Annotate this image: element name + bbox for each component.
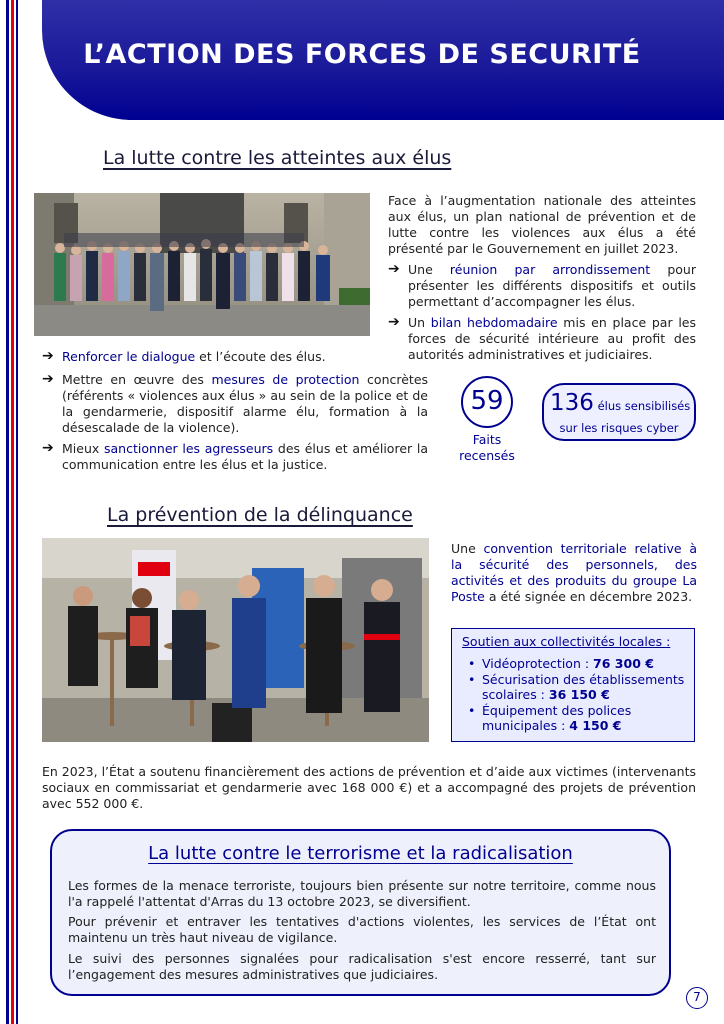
bullet-protection	[42, 372, 428, 436]
photo-group-elus	[34, 193, 370, 336]
stat-59-label: Faits recensés	[459, 432, 515, 463]
stat-59-value: 59	[470, 386, 504, 417]
intro-paragraph: Face à l’augmentation nationale des atteintes aux élus, un plan national de prévention et de lutte contre les violences aux élus a été présenté par le Gouvernement en juillet 2023.	[388, 193, 696, 256]
bullet-reunion	[388, 262, 696, 310]
flag-stripe-blue	[6, 0, 9, 1024]
list-item: • Vidéoprotection : 76 300 €	[468, 656, 654, 671]
convention-paragraph: Une convention territoriale relative à la sécurité des personnels, des activités et des produits du groupe La Poste a été signée en décembre 2023.	[451, 541, 697, 604]
bullet-text: Renforcer le dialogue et l’écoute des élus.	[62, 349, 326, 364]
page-number: 7	[686, 987, 708, 1009]
flag-stripe-red	[11, 0, 14, 1024]
stat-59-circle	[461, 376, 513, 428]
bullet-bilan	[388, 315, 696, 363]
arrow-right-icon: ➔	[42, 371, 54, 387]
bullet-text: Mettre en œuvre des mesures de protection concrètes (référents « violences aux élus » au sein de la police et de la gendarmerie, dispositif alarme élu, formation à la désescalade de la violence).	[62, 372, 429, 435]
stat-136-line1: 136 élus sensibilisés	[550, 390, 691, 416]
terrorisme-paragraph-2: Pour prévenir et entraver les tentatives d'actions violentes, les services de l’État ont maintenu un très haut niveau de vigilance.	[68, 914, 656, 945]
soutien-box-title: Soutien aux collectivités locales :	[462, 634, 671, 649]
bullet-sanctionner	[42, 441, 428, 473]
section-title-terrorisme: La lutte contre le terrorisme et la radicalisation	[148, 843, 573, 864]
financement-paragraph: En 2023, l’État a soutenu financièrement des actions de prévention et d’aide aux victimes (intervenants sociaux en commissariat et gendarmerie avec 168 000 €) et a accompagné des projets de prévention avec 552 000 €.	[42, 764, 696, 811]
photo-signature-convention	[42, 538, 429, 742]
bullet-dialogue	[42, 349, 428, 365]
arrow-right-icon: ➔	[388, 314, 400, 330]
flag-stripe-blue-2	[16, 0, 18, 1024]
page-title: L’ACTION DES FORCES DE SECURITÉ	[83, 39, 641, 70]
stat-136-pill	[542, 383, 696, 441]
soutien-collectivites-box	[451, 628, 695, 742]
arrow-right-icon: ➔	[388, 261, 400, 277]
soutien-list	[468, 656, 694, 734]
bullet-text: Un bilan hebdomadaire mis en place par les forces de sécurité intérieure au profit des autorités administratives et judiciaires.	[408, 315, 696, 362]
stat-136-line2: sur les risques cyber	[559, 421, 679, 435]
terrorisme-paragraph-3: Le suivi des personnes signalées pour radicalisation s'est encore resserré, tant sur l’engagement des mesures administratives que judiciaires.	[68, 951, 656, 982]
terrorisme-paragraph-1: Les formes de la menace terroriste, toujours bien présente sur notre territoire, comme nous l'a rappelé l'attentat d'Arras du 13 octobre 2023, se diversifient.	[68, 878, 656, 909]
section-title-prevention: La prévention de la délinquance	[107, 504, 413, 526]
arrow-right-icon: ➔	[42, 440, 54, 456]
bullet-text: Une réunion par arrondissement pour présenter les différents dispositifs et outils permettant d’accompagner les élus.	[408, 262, 696, 309]
terrorisme-box	[50, 829, 671, 996]
section-title-elus: La lutte contre les atteintes aux élus	[103, 147, 452, 169]
list-item: • Sécurisation des établissements scolaires : 36 150 €	[468, 671, 685, 702]
arrow-right-icon: ➔	[42, 348, 54, 364]
list-item: • Équipement des polices municipales : 4 150 €	[468, 702, 632, 733]
bullet-text: Mieux sanctionner les agresseurs des élus et améliorer la communication entre les élus et la justice.	[62, 441, 428, 472]
